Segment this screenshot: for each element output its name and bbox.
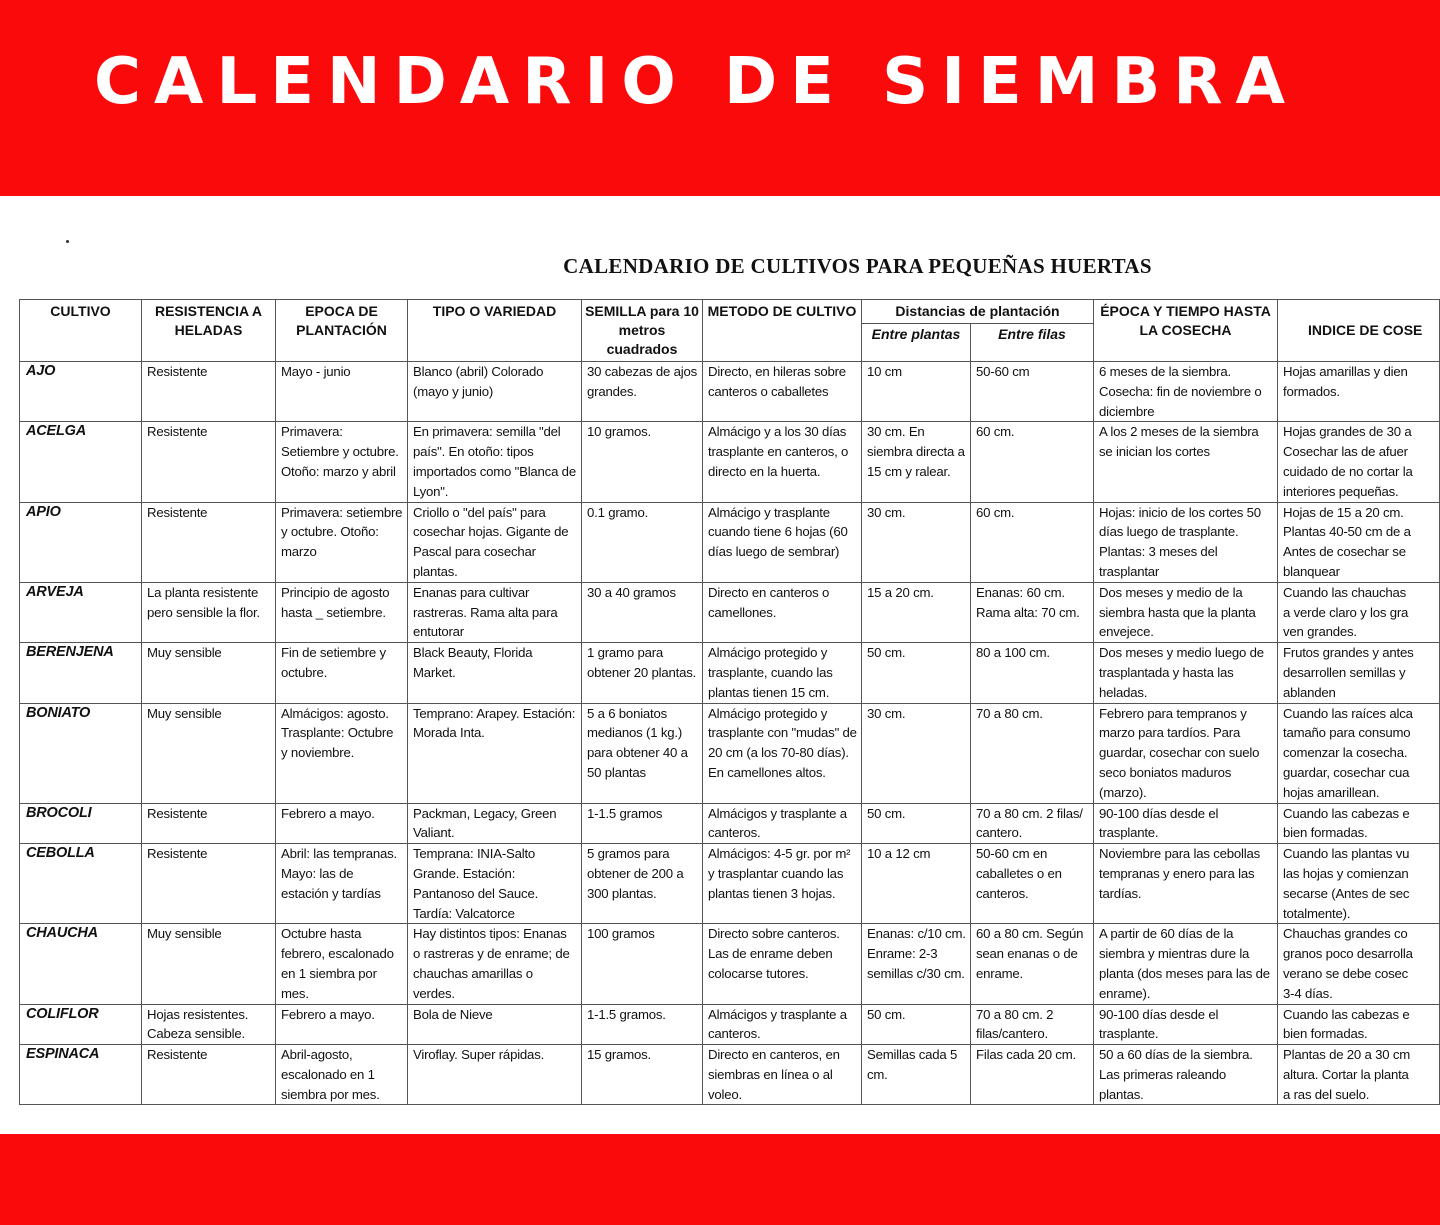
cell-entre-filas — [971, 1004, 1094, 1045]
cell-text: 90-100 días desde el trasplante. — [1099, 1006, 1219, 1042]
cell-cosecha — [1094, 703, 1278, 803]
cell-cultivo — [20, 924, 142, 1004]
cell-text: 30 cabezas de ajos grandes. — [587, 364, 698, 399]
cell-cultivo — [20, 582, 142, 642]
cell-text: CHAUCHA — [26, 925, 98, 942]
cell-text: 15 a 20 cm. — [867, 584, 934, 600]
cell-entre-plantas — [862, 924, 971, 1004]
cell-metodo — [703, 924, 862, 1004]
cell-text: Muy sensible — [147, 705, 222, 721]
cell-metodo — [703, 1045, 862, 1105]
cell-text: Resistente — [147, 364, 208, 379]
table-row — [20, 422, 1440, 502]
cell-text: 50 a 60 días de la siembra. Las primeras raleando plantas. — [1099, 1047, 1253, 1102]
cell-text: En primavera: semilla "del país". En otoño: tipos importados como "Blanca de Lyon". — [413, 424, 576, 499]
cell-cultivo — [20, 502, 142, 582]
cell-epoca — [276, 362, 408, 422]
table-body — [20, 362, 1440, 1105]
cell-epoca — [276, 844, 408, 924]
header-entre-plantas: Entre plantas — [862, 324, 971, 362]
cell-resistencia — [142, 703, 276, 803]
cell-text: Muy sensible — [147, 926, 222, 942]
cell-text: Cuando las cabezas e bien formadas. — [1283, 805, 1410, 841]
cell-entre-filas — [971, 924, 1094, 1004]
cell-text: Temprana: INIA-Salto Grande. Estación: Pantanoso del Sauce. Tardía: Valcatorce — [413, 846, 539, 921]
cell-semilla — [582, 1004, 703, 1045]
cell-text: 70 a 80 cm. 2 filas/cantero. — [976, 1006, 1054, 1042]
cell-cosecha — [1094, 362, 1278, 422]
cell-semilla — [582, 844, 703, 924]
table-row — [20, 1045, 1440, 1105]
cell-text: APIO — [26, 503, 61, 520]
cell-epoca — [276, 502, 408, 582]
bottom-banner — [0, 1134, 1440, 1225]
cell-text: Hay distintos tipos: Enanas o rastreras y de enrame; de chauchas amarillas o verdes. — [413, 926, 570, 1001]
table-row — [20, 502, 1440, 582]
cell-text: Directo sobre canteros. Las de enrame deben colocarse tutores. — [708, 926, 840, 981]
cell-text: Almácigos y trasplante a canteros. — [708, 805, 847, 841]
cell-epoca — [276, 422, 408, 502]
cell-text: 1-1.5 gramos — [587, 805, 663, 821]
cell-text: Almácigo y trasplante cuando tiene 6 hojas (60 días luego de sembrar) — [708, 504, 848, 560]
cell-text: ARVEJA — [26, 583, 84, 600]
cell-text: Cuando las chauchas a verde claro y los gra ven grandes. — [1283, 584, 1409, 640]
cell-text: Directo en canteros o camellones. — [708, 584, 830, 620]
cell-text: BROCOLI — [26, 804, 92, 821]
cell-epoca — [276, 703, 408, 803]
cell-text: Enanas: c/10 cm. Enrame: 2-3 semillas c/30 cm. — [867, 926, 966, 981]
cell-text: ESPINACA — [26, 1046, 100, 1063]
cell-text: CEBOLLA — [26, 845, 95, 862]
cell-epoca — [276, 924, 408, 1004]
cell-entre-filas — [971, 1045, 1094, 1105]
header-distancias: Distancias de plantación — [862, 300, 1094, 324]
cell-text: Hojas amarillas y dien formados. — [1283, 364, 1408, 399]
cell-metodo — [703, 703, 862, 803]
cell-text: Cuando las cabezas e bien formadas. — [1283, 1006, 1410, 1042]
cell-text: 90-100 días desde el trasplante. — [1099, 805, 1219, 841]
cell-indice — [1278, 502, 1440, 582]
cell-text: Primavera: setiembre y octubre. Otoño: marzo — [281, 504, 403, 560]
cell-text: Primavera: Setiembre y octubre. Otoño: marzo y abril — [281, 424, 399, 479]
cell-text: Resistente — [147, 504, 208, 520]
cell-semilla — [582, 1045, 703, 1105]
cell-entre-filas — [971, 844, 1094, 924]
cell-text: Abril: las tempranas. Mayo: las de estación y tardías — [281, 846, 398, 901]
cell-indice — [1278, 803, 1440, 844]
cell-text: Noviembre para las cebollas tempranas y enero para las tardías. — [1099, 846, 1261, 901]
cell-text: 15 gramos. — [587, 1047, 651, 1063]
cell-cultivo — [20, 1004, 142, 1045]
cell-text: Principio de agosto hasta _ setiembre. — [281, 584, 390, 620]
cell-text: 5 gramos para obtener de 200 a 300 plantas. — [587, 846, 684, 901]
cell-entre-plantas — [862, 582, 971, 642]
cell-text: 6 meses de la siembra. Cosecha: fin de noviembre o diciembre — [1099, 364, 1262, 419]
cell-text: Bola de Nieve — [413, 1006, 493, 1022]
cell-indice — [1278, 844, 1440, 924]
cell-cosecha — [1094, 924, 1278, 1004]
table-row — [20, 643, 1440, 703]
cell-entre-plantas — [862, 362, 971, 422]
cell-text: Criollo o "del país" para cosechar hojas. Gigante de Pascal para cosechar plantas. — [413, 504, 569, 579]
cell-text: 80 a 100 cm. — [976, 645, 1050, 661]
cell-resistencia — [142, 502, 276, 582]
cell-cosecha — [1094, 803, 1278, 844]
cell-text: Blanco (abril) Colorado (mayo y junio) — [413, 364, 544, 399]
cell-semilla — [582, 924, 703, 1004]
cell-text: 60 a 80 cm. Según sean enanas o de enrame. — [976, 926, 1084, 981]
cell-text: Filas cada 20 cm. — [976, 1047, 1076, 1063]
cell-entre-plantas — [862, 1045, 971, 1105]
banner-title: CALENDARIO DE SIEMBRA — [94, 45, 1299, 119]
cell-entre-filas — [971, 803, 1094, 844]
cell-epoca — [276, 582, 408, 642]
cell-cosecha — [1094, 844, 1278, 924]
cell-text: Dos meses y medio de la siembra hasta que la planta envejece. — [1099, 584, 1256, 640]
cell-text: Enanas: 60 cm. Rama alta: 70 cm. — [976, 584, 1080, 620]
cell-entre-filas — [971, 362, 1094, 422]
cell-cultivo — [20, 362, 142, 422]
cell-text: Directo en canteros, en siembras en línea o al voleo. — [708, 1047, 840, 1102]
cell-text: A partir de 60 días de la siembra y mientras dure la planta (dos meses para las de enrame). — [1099, 926, 1270, 1001]
cell-entre-plantas — [862, 1004, 971, 1045]
cell-text: 50 cm. — [867, 645, 906, 661]
cell-tipo — [408, 1045, 582, 1105]
header-epoca: EPOCA DE PLANTACIÓN — [276, 300, 408, 362]
cell-entre-filas — [971, 582, 1094, 642]
cell-text: Dos meses y medio luego de trasplantada y hasta las heladas. — [1099, 645, 1264, 700]
cell-text: 30 cm. — [867, 504, 906, 520]
top-banner — [0, 0, 1440, 196]
cell-tipo — [408, 803, 582, 844]
cell-indice — [1278, 924, 1440, 1004]
cell-text: Fin de setiembre y octubre. — [281, 645, 386, 680]
cell-entre-plantas — [862, 643, 971, 703]
cell-text: Resistente — [147, 846, 208, 862]
cell-epoca — [276, 803, 408, 844]
cell-text: AJO — [26, 363, 56, 379]
table-row — [20, 803, 1440, 844]
cell-tipo — [408, 502, 582, 582]
stray-dot — [66, 240, 69, 243]
cell-text: 50-60 cm — [976, 364, 1030, 379]
cell-resistencia — [142, 924, 276, 1004]
table-row — [20, 582, 1440, 642]
cell-cosecha — [1094, 1045, 1278, 1105]
cell-text: 10 a 12 cm — [867, 846, 931, 862]
document-scan — [0, 196, 1440, 1134]
cell-cosecha — [1094, 582, 1278, 642]
crop-calendar-table — [19, 299, 1440, 1105]
header-semilla: SEMILLA para 10 metros cuadrados — [582, 300, 703, 362]
cell-entre-plantas — [862, 803, 971, 844]
cell-text: Almácigos y trasplante a canteros. — [708, 1006, 847, 1042]
cell-metodo — [703, 422, 862, 502]
header-metodo: METODO DE CULTIVO — [703, 300, 862, 362]
cell-entre-filas — [971, 643, 1094, 703]
cell-indice — [1278, 582, 1440, 642]
cell-text: Directo, en hileras sobre canteros o caballetes — [708, 364, 846, 399]
cell-tipo — [408, 703, 582, 803]
cell-cultivo — [20, 422, 142, 502]
cell-metodo — [703, 1004, 862, 1045]
cell-text: Black Beauty, Florida Market. — [413, 645, 533, 680]
cell-text: 50 cm. — [867, 1006, 906, 1022]
cell-text: Febrero para tempranos y marzo para tardíos. Para guardar, cosechar con suelo seco boniatos maduros (marzo). — [1099, 705, 1260, 800]
cell-text: 10 gramos. — [587, 424, 651, 440]
cell-semilla — [582, 643, 703, 703]
cell-semilla — [582, 703, 703, 803]
header-resistencia: RESISTENCIA A HELADAS — [142, 300, 276, 362]
cell-cultivo — [20, 803, 142, 844]
cell-entre-filas — [971, 703, 1094, 803]
cell-metodo — [703, 362, 862, 422]
cell-text: A los 2 meses de la siembra se inician los cortes — [1099, 424, 1259, 460]
cell-text: Octubre hasta febrero, escalonado en 1 siembra por mes. — [281, 926, 394, 1001]
cell-tipo — [408, 582, 582, 642]
cell-text: 70 a 80 cm. — [976, 705, 1043, 721]
cell-semilla — [582, 803, 703, 844]
cell-text: Plantas de 20 a 30 cm altura. Cortar la planta a ras del suelo. — [1283, 1047, 1411, 1102]
cell-text: Febrero a mayo. — [281, 1006, 375, 1022]
header-row — [20, 300, 1440, 324]
cell-indice — [1278, 362, 1440, 422]
cell-text: ACELGA — [26, 423, 87, 440]
cell-text: Muy sensible — [147, 645, 222, 661]
cell-cosecha — [1094, 422, 1278, 502]
cell-text: 0.1 gramo. — [587, 504, 649, 520]
cell-tipo — [408, 422, 582, 502]
header-cosecha: ÉPOCA Y TIEMPO HASTA LA COSECHA — [1094, 300, 1278, 362]
cell-text: Cuando las plantas vu las hojas y comienzan secarse (Antes de sec totalmente). — [1283, 846, 1410, 921]
header-indice: INDICE DE COSE — [1278, 300, 1440, 362]
cell-text: 60 cm. — [976, 504, 1015, 520]
table-row — [20, 362, 1440, 422]
cell-semilla — [582, 362, 703, 422]
cell-metodo — [703, 643, 862, 703]
cell-metodo — [703, 844, 862, 924]
cell-entre-plantas — [862, 422, 971, 502]
cell-metodo — [703, 582, 862, 642]
cell-text: Hojas: inicio de los cortes 50 días luego de trasplante. Plantas: 3 meses del trasplantar — [1099, 504, 1261, 579]
cell-text: 10 cm — [867, 364, 902, 379]
cell-text: Almácigos: 4-5 gr. por m² y trasplantar cuando las plantas tienen 3 hojas. — [708, 846, 851, 901]
cell-cosecha — [1094, 1004, 1278, 1045]
cell-tipo — [408, 362, 582, 422]
cell-entre-plantas — [862, 703, 971, 803]
cell-text: Hojas grandes de 30 a Cosechar las de afuer cuidado de no cortar la interiores pequeñas. — [1283, 424, 1413, 499]
cell-text: Almácigo protegido y trasplante con "mudas" de 20 cm (a los 70-80 días). En camellones altos. — [708, 705, 857, 780]
cell-indice — [1278, 1045, 1440, 1105]
cell-text: COLIFLOR — [26, 1005, 99, 1022]
cell-tipo — [408, 844, 582, 924]
cell-resistencia — [142, 1045, 276, 1105]
cell-text: 60 cm. — [976, 424, 1015, 440]
cell-text: Packman, Legacy, Green Valiant. — [413, 805, 557, 841]
document-title: CALENDARIO DE CULTIVOS PARA PEQUEÑAS HUERTAS — [563, 254, 1152, 278]
cell-text: Mayo - junio — [281, 364, 351, 379]
cell-text: 50 cm. — [867, 805, 906, 821]
cell-text: Enanas para cultivar rastreras. Rama alta para entutorar — [413, 584, 558, 640]
cell-tipo — [408, 924, 582, 1004]
cell-text: BERENJENA — [26, 644, 114, 661]
cell-text: 30 cm. — [867, 705, 906, 721]
cell-text: La planta resistente pero sensible la flor. — [147, 584, 260, 620]
table-row — [20, 924, 1440, 1004]
cell-semilla — [582, 582, 703, 642]
cell-indice — [1278, 643, 1440, 703]
cell-text: 1 gramo para obtener 20 plantas. — [587, 645, 697, 680]
cell-resistencia — [142, 643, 276, 703]
cell-epoca — [276, 1045, 408, 1105]
cell-cultivo — [20, 844, 142, 924]
cell-indice — [1278, 703, 1440, 803]
cell-resistencia — [142, 422, 276, 502]
cell-text: Abril-agosto, escalonado en 1 siembra por mes. — [281, 1047, 380, 1102]
cell-epoca — [276, 643, 408, 703]
cell-semilla — [582, 422, 703, 502]
cell-text: Resistente — [147, 805, 208, 821]
cell-text: Almácigos: agosto. Trasplante: Octubre y noviembre. — [281, 705, 394, 761]
cell-semilla — [582, 502, 703, 582]
cell-text: Almácigo y a los 30 días trasplante en canteros, o directo en la huerta. — [708, 424, 849, 479]
cell-text: 1-1.5 gramos. — [587, 1006, 666, 1022]
cell-indice — [1278, 1004, 1440, 1045]
cell-cultivo — [20, 1045, 142, 1105]
cell-text: Febrero a mayo. — [281, 805, 375, 821]
cell-text: Chauchas grandes co granos poco desarrolla verano se debe cosec 3-4 días. — [1283, 926, 1413, 1001]
cell-text: Almácigo protegido y trasplante, cuando las plantas tienen 15 cm. — [708, 645, 833, 700]
cell-resistencia — [142, 803, 276, 844]
cell-text: 70 a 80 cm. 2 filas/ cantero. — [976, 805, 1083, 841]
table-row — [20, 844, 1440, 924]
cell-indice — [1278, 422, 1440, 502]
cell-epoca — [276, 1004, 408, 1045]
cell-entre-plantas — [862, 502, 971, 582]
cell-text: Hojas de 15 a 20 cm. Plantas 40-50 cm de a Antes de cosechar se blanquear — [1283, 504, 1411, 579]
cell-entre-filas — [971, 422, 1094, 502]
cell-entre-plantas — [862, 844, 971, 924]
table-row — [20, 1004, 1440, 1045]
cell-text: Semillas cada 5 cm. — [867, 1047, 958, 1082]
cell-text: Hojas resistentes. Cabeza sensible. — [147, 1006, 249, 1042]
cell-text: 50-60 cm en caballetes o en canteros. — [976, 846, 1062, 901]
cell-cosecha — [1094, 502, 1278, 582]
cell-tipo — [408, 643, 582, 703]
cell-resistencia — [142, 1004, 276, 1045]
cell-text: 30 a 40 gramos — [587, 584, 676, 600]
header-tipo: TIPO O VARIEDAD — [408, 300, 582, 362]
cell-metodo — [703, 502, 862, 582]
cell-text: BONIATO — [26, 704, 91, 721]
cell-resistencia — [142, 844, 276, 924]
cell-text: Viroflay. Super rápidas. — [413, 1047, 545, 1063]
cell-text: 5 a 6 boniatos medianos (1 kg.) para obtener 40 a 50 plantas — [587, 705, 688, 780]
cell-cultivo — [20, 643, 142, 703]
table-row — [20, 703, 1440, 803]
header-cultivo: CULTIVO — [20, 300, 142, 362]
cell-text: 100 gramos — [587, 926, 655, 942]
cell-cosecha — [1094, 643, 1278, 703]
cell-text: Temprano: Arapey. Estación: Morada Inta. — [413, 705, 576, 741]
cell-cultivo — [20, 703, 142, 803]
cell-resistencia — [142, 362, 276, 422]
cell-entre-filas — [971, 502, 1094, 582]
cell-text: Frutos grandes y antes desarrollen semillas y ablanden — [1283, 645, 1414, 700]
cell-metodo — [703, 803, 862, 844]
cell-resistencia — [142, 582, 276, 642]
cell-text: Resistente — [147, 1047, 208, 1063]
cell-text: Cuando las raíces alca tamaño para consumo comenzar la cosecha. guardar, cosechar cua hojas amarillean. — [1283, 705, 1413, 800]
cell-tipo — [408, 1004, 582, 1045]
header-entre-filas: Entre filas — [971, 324, 1094, 362]
cell-text: Resistente — [147, 424, 208, 440]
cell-text: 30 cm. En siembra directa a 15 cm y ralear. — [867, 424, 965, 479]
